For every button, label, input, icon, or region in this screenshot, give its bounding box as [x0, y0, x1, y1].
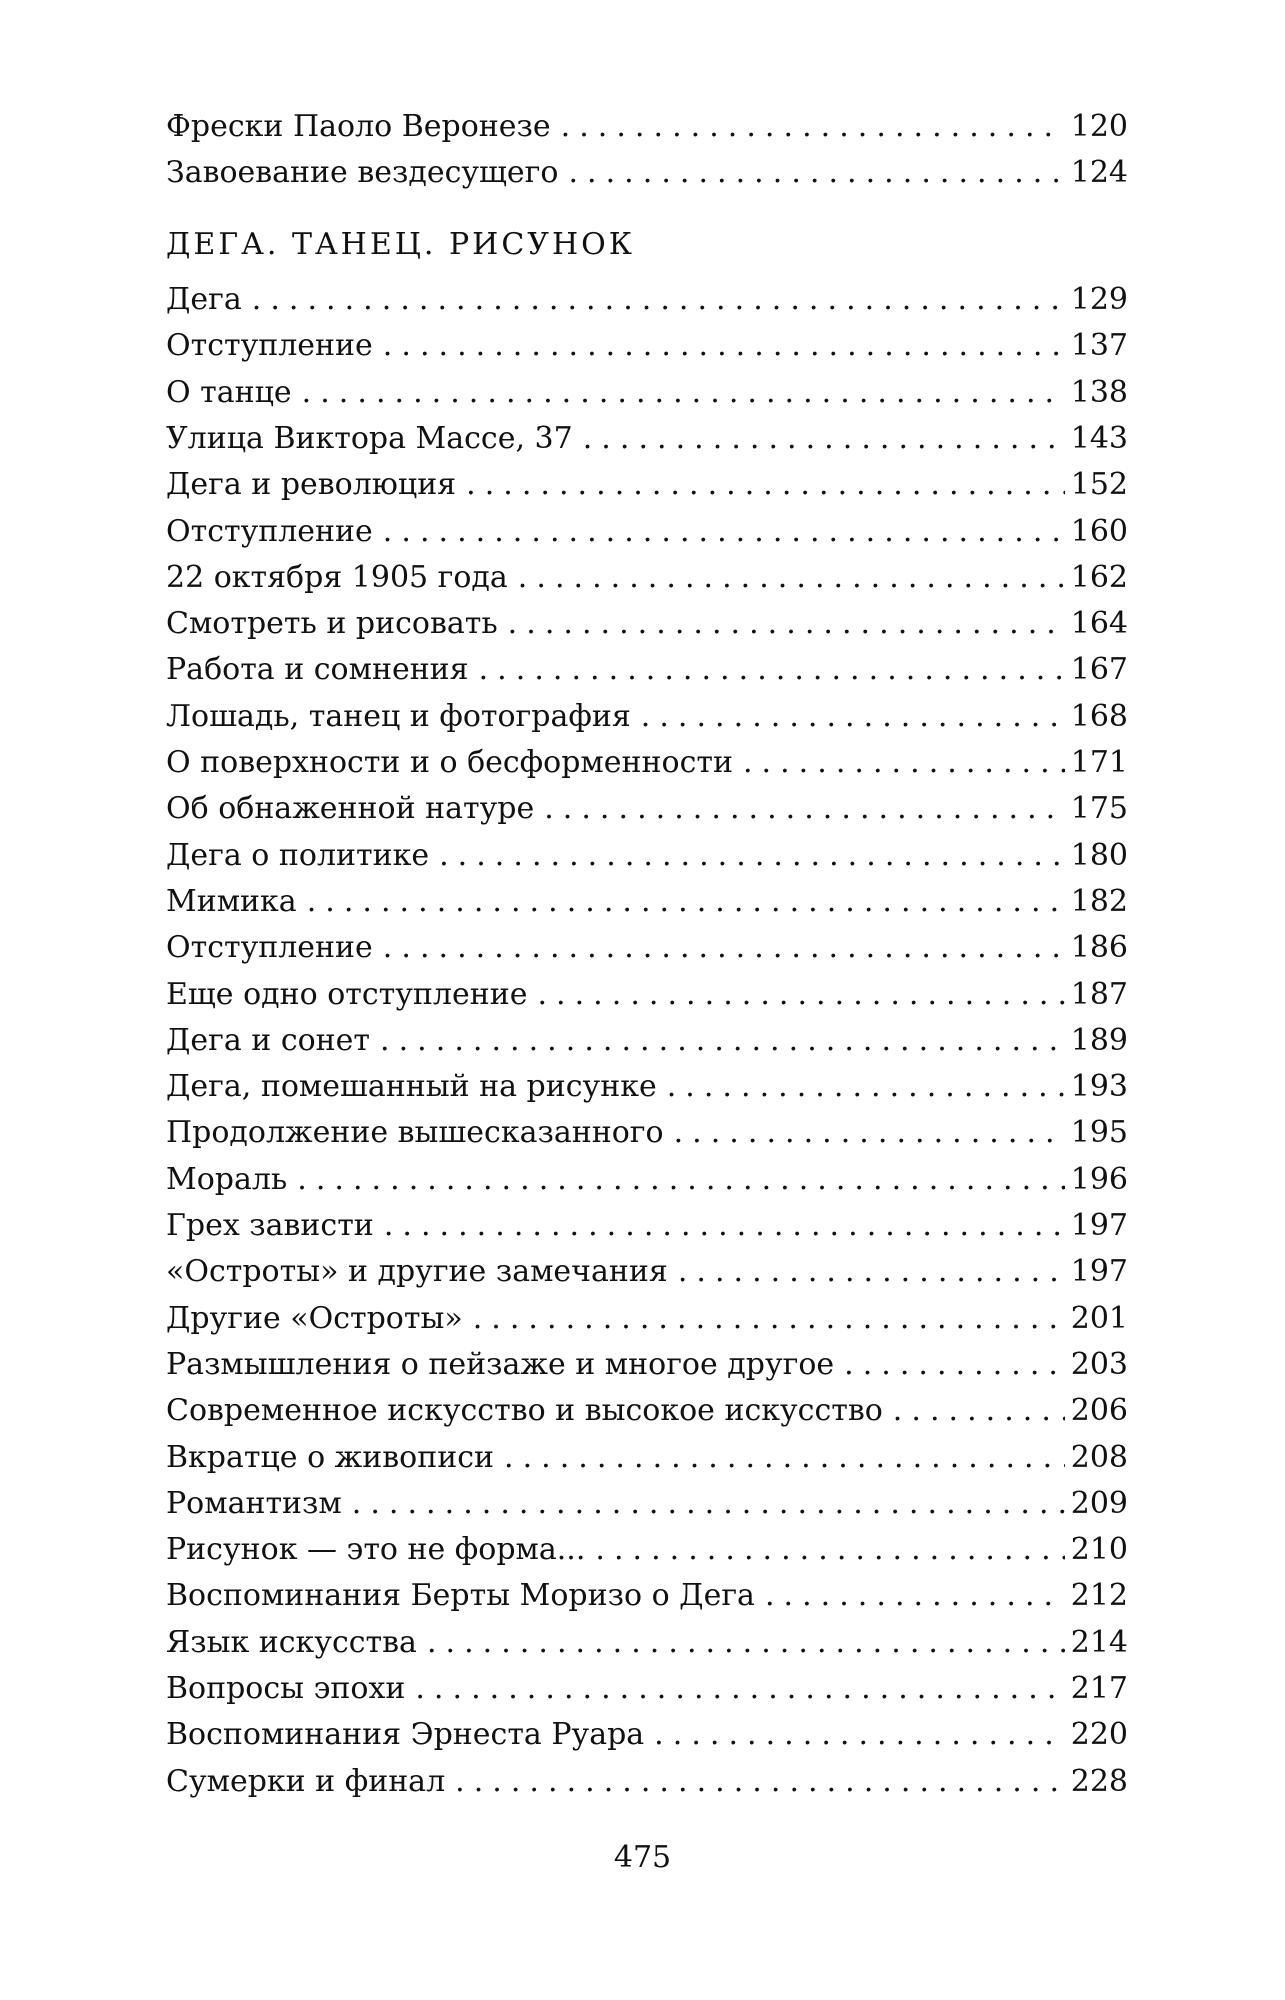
toc-entry-title: Другие «Остроты» — [166, 1300, 463, 1336]
dot-leader — [383, 509, 1065, 555]
toc-entry — [166, 555, 1128, 601]
toc-entry-title: Дега о политике — [166, 837, 430, 873]
toc-entry-page: 193 — [1070, 1069, 1128, 1105]
toc-entry — [166, 1157, 1128, 1203]
toc-entry — [166, 1342, 1128, 1388]
toc-entry — [166, 323, 1128, 369]
dot-leader — [307, 879, 1065, 925]
toc-entry — [166, 925, 1128, 971]
toc-entry-title: Мораль — [166, 1161, 288, 1197]
toc-entry — [166, 833, 1128, 879]
toc-entry-page: 203 — [1070, 1346, 1128, 1382]
toc-entry-page: 220 — [1070, 1717, 1128, 1753]
toc-entry — [166, 879, 1128, 925]
dot-leader — [383, 323, 1065, 369]
toc-entry — [166, 1388, 1128, 1434]
toc-entry — [166, 1481, 1128, 1527]
toc-entry-title: Воспоминания Эрнеста Руара — [166, 1717, 645, 1753]
toc-entry — [166, 601, 1128, 647]
toc-entry-page: 217 — [1070, 1671, 1128, 1706]
dot-leader — [654, 1712, 1065, 1758]
toc-entry-title: Язык искусства — [166, 1624, 417, 1660]
toc-entry — [166, 1064, 1128, 1110]
toc-entry-title: Грех зависти — [166, 1208, 374, 1243]
toc-entry-page: 175 — [1070, 791, 1128, 827]
toc-entry-title: Романтизм — [166, 1485, 342, 1521]
toc-entry-page: 208 — [1070, 1439, 1128, 1475]
toc-entry — [166, 509, 1128, 555]
dot-leader — [455, 1759, 1065, 1805]
dot-leader — [508, 601, 1065, 647]
toc-entry — [166, 972, 1128, 1018]
toc-entry — [166, 1018, 1128, 1064]
toc-entry-title: Отступление — [166, 930, 373, 966]
toc-entry-page: 143 — [1070, 420, 1128, 456]
dot-leader — [537, 972, 1064, 1018]
dot-leader — [352, 1481, 1065, 1527]
toc-entry-page: 210 — [1070, 1532, 1128, 1568]
dot-leader — [439, 833, 1065, 879]
dot-leader — [383, 925, 1065, 971]
toc-entry-page: 196 — [1070, 1161, 1128, 1197]
dot-leader — [473, 1296, 1065, 1342]
toc-entry-title: Дега и сонет — [166, 1022, 371, 1058]
toc-entry-title: Лошадь, танец и фотография — [166, 698, 631, 734]
toc-entry — [166, 416, 1128, 462]
toc-entry-page: 182 — [1070, 883, 1128, 919]
toc-entry-page: 186 — [1070, 930, 1128, 966]
dot-leader — [504, 1435, 1065, 1481]
toc-entry — [166, 694, 1128, 740]
dot-leader — [466, 462, 1065, 508]
toc-entry-page: 167 — [1070, 652, 1128, 688]
section-heading: ДЕГА. ТАНЕЦ. РИСУНОК — [166, 227, 635, 262]
toc-entry-title: Работа и сомнения — [166, 652, 469, 688]
toc-entry — [166, 1527, 1128, 1573]
toc-entry-page: 124 — [1070, 155, 1128, 191]
toc-entry-title: Дега и революция — [166, 467, 457, 503]
dot-leader — [765, 1573, 1065, 1619]
toc-entry-title: Улица Виктора Массе, 37 — [166, 420, 573, 456]
toc-entry-page: 164 — [1070, 606, 1128, 642]
toc-entry-page: 138 — [1070, 374, 1128, 410]
toc-entry — [166, 1759, 1128, 1805]
toc-entry-page: 201 — [1070, 1300, 1128, 1336]
toc-entry — [166, 1296, 1128, 1342]
toc-entry — [166, 786, 1128, 832]
toc-entry — [166, 150, 1128, 196]
toc-entry-title: Рисунок — это не форма... — [166, 1532, 586, 1568]
toc-entry — [166, 104, 1128, 150]
dot-leader — [561, 104, 1065, 150]
toc-entry-page: 168 — [1070, 698, 1128, 734]
dot-leader — [844, 1342, 1065, 1388]
toc-entry — [166, 1666, 1128, 1712]
toc-entry — [166, 1573, 1128, 1619]
dot-leader — [252, 277, 1065, 323]
dot-leader — [415, 1666, 1064, 1712]
toc-entry-page: 152 — [1070, 467, 1128, 503]
dot-leader — [568, 150, 1064, 196]
toc-entry-title: Размышления о пейзаже и многое другое — [166, 1346, 835, 1382]
toc-entry-page: 189 — [1070, 1022, 1128, 1058]
toc-entry-title: Дега, помешанный на рисунке — [166, 1069, 657, 1105]
dot-leader — [427, 1620, 1065, 1666]
dot-leader — [641, 694, 1065, 740]
dot-leader — [479, 647, 1065, 693]
toc-entry-page: 212 — [1070, 1578, 1128, 1614]
toc-entry-title: О танце — [166, 374, 292, 410]
dot-leader — [302, 370, 1065, 416]
toc-entry — [166, 370, 1128, 416]
dot-leader — [518, 555, 1065, 601]
toc-entry-title: 22 октября 1905 года — [166, 559, 508, 595]
toc-entry — [166, 1620, 1128, 1666]
toc-entry-title: Мимика — [166, 883, 297, 919]
toc-entry-title: О поверхности и о бесформенности — [166, 745, 733, 780]
toc-entry — [166, 462, 1128, 508]
toc-entry-page: 195 — [1070, 1115, 1128, 1151]
dot-leader — [743, 740, 1065, 786]
toc-entry-title: Еще одно отступление — [166, 976, 528, 1012]
toc-entry-title: Современное искусство и высокое искусство — [166, 1393, 883, 1429]
dot-leader — [380, 1018, 1065, 1064]
dot-leader — [674, 1110, 1065, 1156]
toc-entry-page: 187 — [1070, 976, 1128, 1012]
toc-entry-title: Фрески Паоло Веронезе — [166, 109, 551, 144]
toc-entry-page: 197 — [1070, 1208, 1128, 1243]
toc-entry-title: Продолжение вышесказанного — [166, 1115, 664, 1151]
toc-entry-page: 160 — [1070, 513, 1128, 549]
toc-entry-title: Вкратце о живописи — [166, 1439, 494, 1475]
toc-entry-page: 120 — [1070, 109, 1128, 144]
toc-entry-page: 180 — [1070, 837, 1128, 873]
toc-entry — [166, 1712, 1128, 1758]
toc-entry-page: 129 — [1070, 282, 1128, 317]
toc-entry-title: Дега — [166, 282, 242, 317]
toc-entry — [166, 1249, 1128, 1295]
toc-entry-page: 228 — [1070, 1763, 1128, 1799]
toc-entry-title: «Остроты» и другие замечания — [166, 1254, 668, 1290]
toc-entry — [166, 1203, 1128, 1249]
toc-entry — [166, 740, 1128, 786]
toc-entry-page: 214 — [1070, 1624, 1128, 1660]
dot-leader — [384, 1203, 1065, 1249]
toc-entry-title: Отступление — [166, 513, 373, 549]
dot-leader — [544, 786, 1065, 832]
toc-entry-page: 197 — [1070, 1254, 1128, 1290]
toc-entry-page: 162 — [1070, 559, 1128, 595]
toc-entry-page: 209 — [1070, 1485, 1128, 1521]
toc-entry-page: 206 — [1070, 1393, 1128, 1429]
toc-entry — [166, 1110, 1128, 1156]
toc-entry-title: Вопросы эпохи — [166, 1671, 406, 1706]
toc-entry-title: Воспоминания Берты Моризо о Дега — [166, 1578, 755, 1614]
toc-entry-title: Смотреть и рисовать — [166, 606, 498, 642]
toc-entry — [166, 1435, 1128, 1481]
toc-entry — [166, 647, 1128, 693]
toc-entry-page: 171 — [1070, 745, 1128, 780]
dot-leader — [583, 416, 1065, 462]
dot-leader — [667, 1064, 1065, 1110]
toc-entry-page: 137 — [1070, 328, 1128, 364]
toc-entry-title: Завоевание вездесущего — [166, 155, 559, 191]
dot-leader — [297, 1157, 1064, 1203]
toc-entry-title: Сумерки и финал — [166, 1763, 446, 1799]
dot-leader — [893, 1388, 1065, 1434]
dot-leader — [678, 1249, 1065, 1295]
page-number: 475 — [613, 1840, 672, 1875]
dot-leader — [595, 1527, 1064, 1573]
toc-entry — [166, 277, 1128, 323]
toc-entry-title: Об обнаженной натуре — [166, 791, 535, 827]
toc-entry-title: Отступление — [166, 328, 373, 364]
